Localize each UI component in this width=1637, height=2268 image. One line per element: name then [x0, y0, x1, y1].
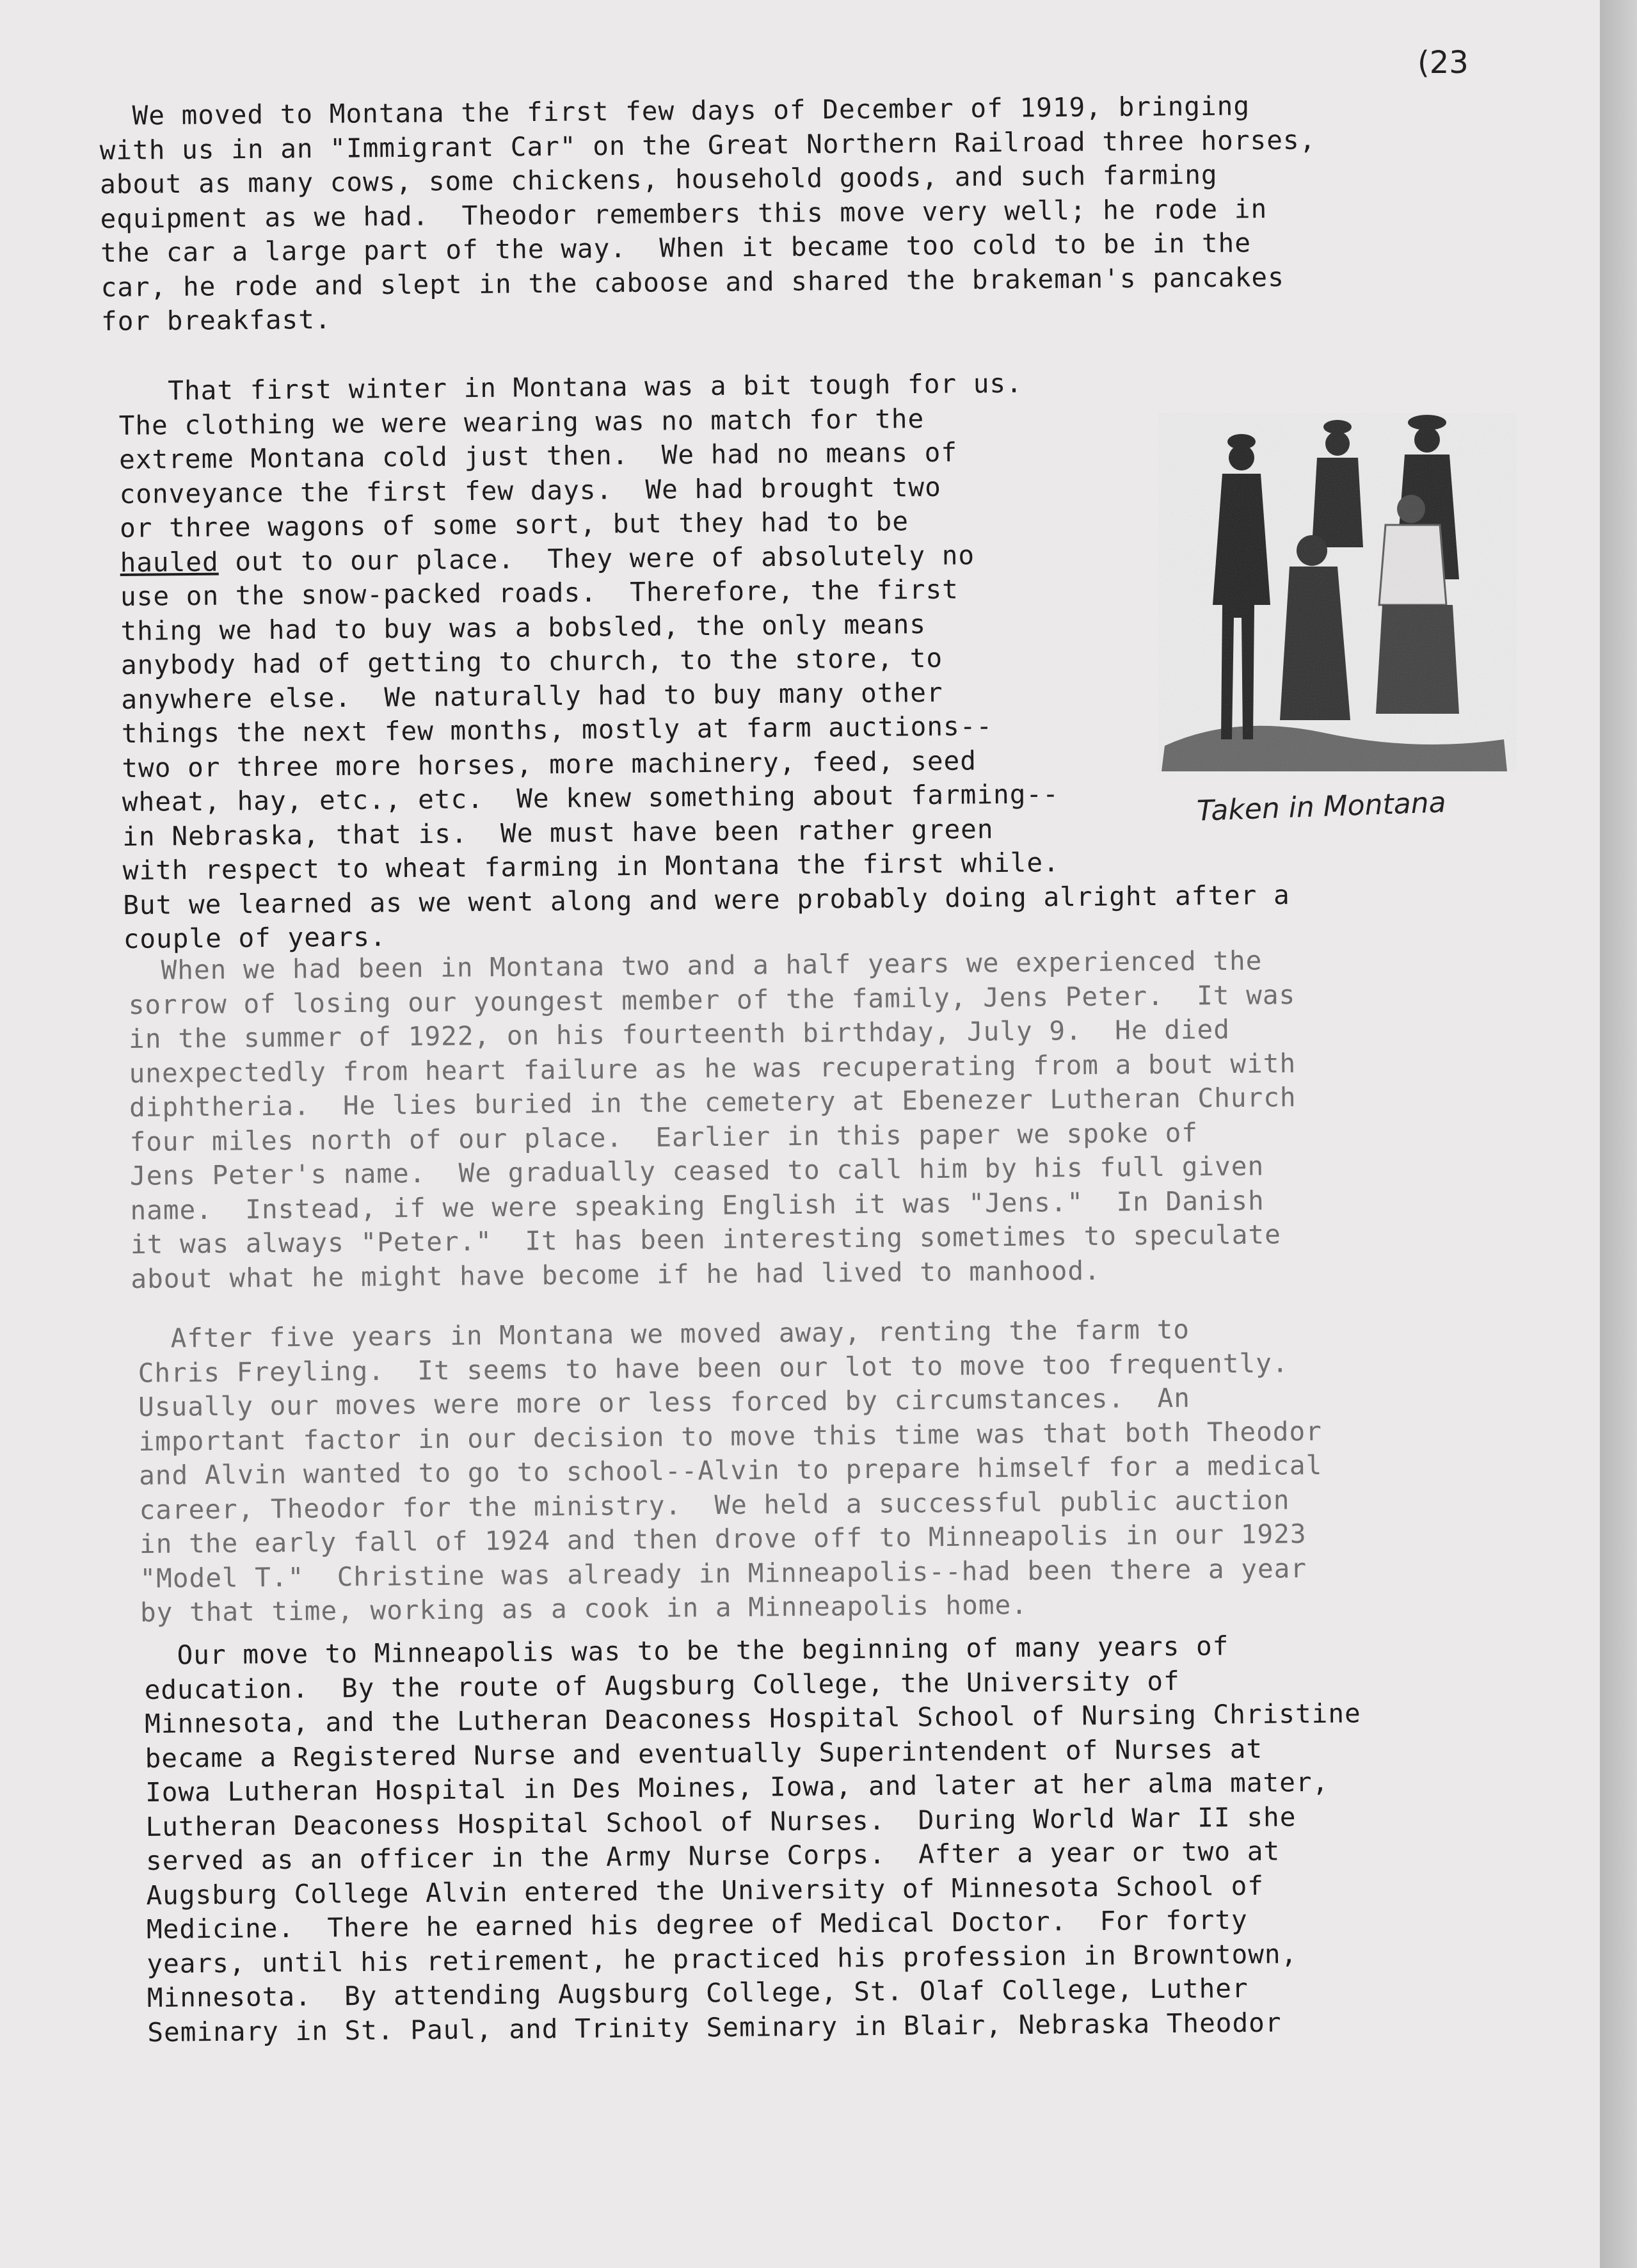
paragraph-moved-away: After five years in Montana we moved away, renting the farm to Chris Freyling. It seems to have been our lot to move too frequently. Usually our moves were more or less forced by circumstances. An important factor in our decision to move this time was that both Theodor and Alvin wanted to go to school--Alvin to prepare himself for a medical career, Theodor for the ministry. We held a successful public auction in the early fall of 1924 and then drove off to Minneapolis in our 1923 "Model T." Christine was already in Minneapolis--had been there a year by that time, working as a cook in a Minneapolis home. — [138, 1314, 1323, 1628]
page-number: (23 — [1417, 45, 1469, 81]
paragraph-move-to-montana: We moved to Montana the first few days of December of 1919, bringing with us in an "Immigrant Car" on the Great Northern Railroad three horses, about as many cows, some chickens, household goods, and such farming equipment as we had. Theodor remembers this move very well; he rode in the car a large part of the way. When it became too cold to be in the car, he rode and slept in the caboose and shared the brakeman's pancakes for breakfast. — [99, 90, 1316, 337]
first-winter-text-b: out to our place. They were of absolutely no use on the snow-packed roads. Therefore, the first thing we had to buy was a bobsled, the only means anybody had of getting to church, to the store, to anywhere else. We naturally had to buy many other things the next few months, mostly at farm auctions-- two or three more horses, more machinery, feed, seed wheat, hay, etc., etc. We knew something about farming-- in Nebraska, that is. We must have been rather green with respect to wheat farming in Montana the first while. But we learned as we went along and were probably doing alright after a couple of years. — [120, 539, 1290, 954]
photo-caption: Taken in Montana — [1196, 786, 1447, 828]
page-edge — [1600, 0, 1637, 2268]
paragraph-minneapolis-education: Our move to Minneapolis was to be the beginning of many years of education. By the route of Augsburg College, the University of Minnesota, and the Lutheran Deaconess Hospital School of Nursing Christine became a Registered Nurse and eventually Superintendent of Nurses at Iowa Lutheran Hospital in Des Moines, Iowa, and later at her alma mater, Lutheran Deaconess Hospital School of Nurses. During World War II she served as an officer in the Army Nurse Corps. After a year or two at Augsburg College Alvin entered the University of Minnesota School of Medicine. There he earned his degree of Medical Doctor. For forty years, until his retirement, he practiced his profession in Browntown, Minnesota. By attending Augsburg College, St. Olaf College, Luther Seminary in St. Paul, and Trinity Seminary in Blair, Nebraska Theodor — [144, 1630, 1361, 2048]
paragraph-first-winter — [118, 364, 1290, 956]
family-photo — [1158, 413, 1517, 771]
paragraph-jens-peter: When we had been in Montana two and a half years we experienced the sorrow of losing our youngest member of the family, Jens Peter. It was in the summer of 1922, on his fourteenth birthday, July 9. He died unexpectedly from heart failure as he was recuperating from a bout with diphtheria. He lies buried in the cemetery at Ebenezer Lutheran Church four miles north of our place. Earlier in this paper we spoke of Jens Peter's name. We gradually ceased to call him by his full given name. Instead, if we were speaking English it was "Jens." In Danish it was always "Peter." It has been interesting sometimes to speculate about what he might have become if he had lived to manhood. — [128, 945, 1297, 1294]
underlined-word-hauled: hauled — [120, 546, 219, 578]
first-winter-text-a: That first winter in Montana was a bit tough for us. The clothing we were wearing was no match for the extreme Montana cold just then. We had no means of conveyance the first few days. We had brought two or three wagons of some sort, but they had to be — [118, 367, 1023, 543]
